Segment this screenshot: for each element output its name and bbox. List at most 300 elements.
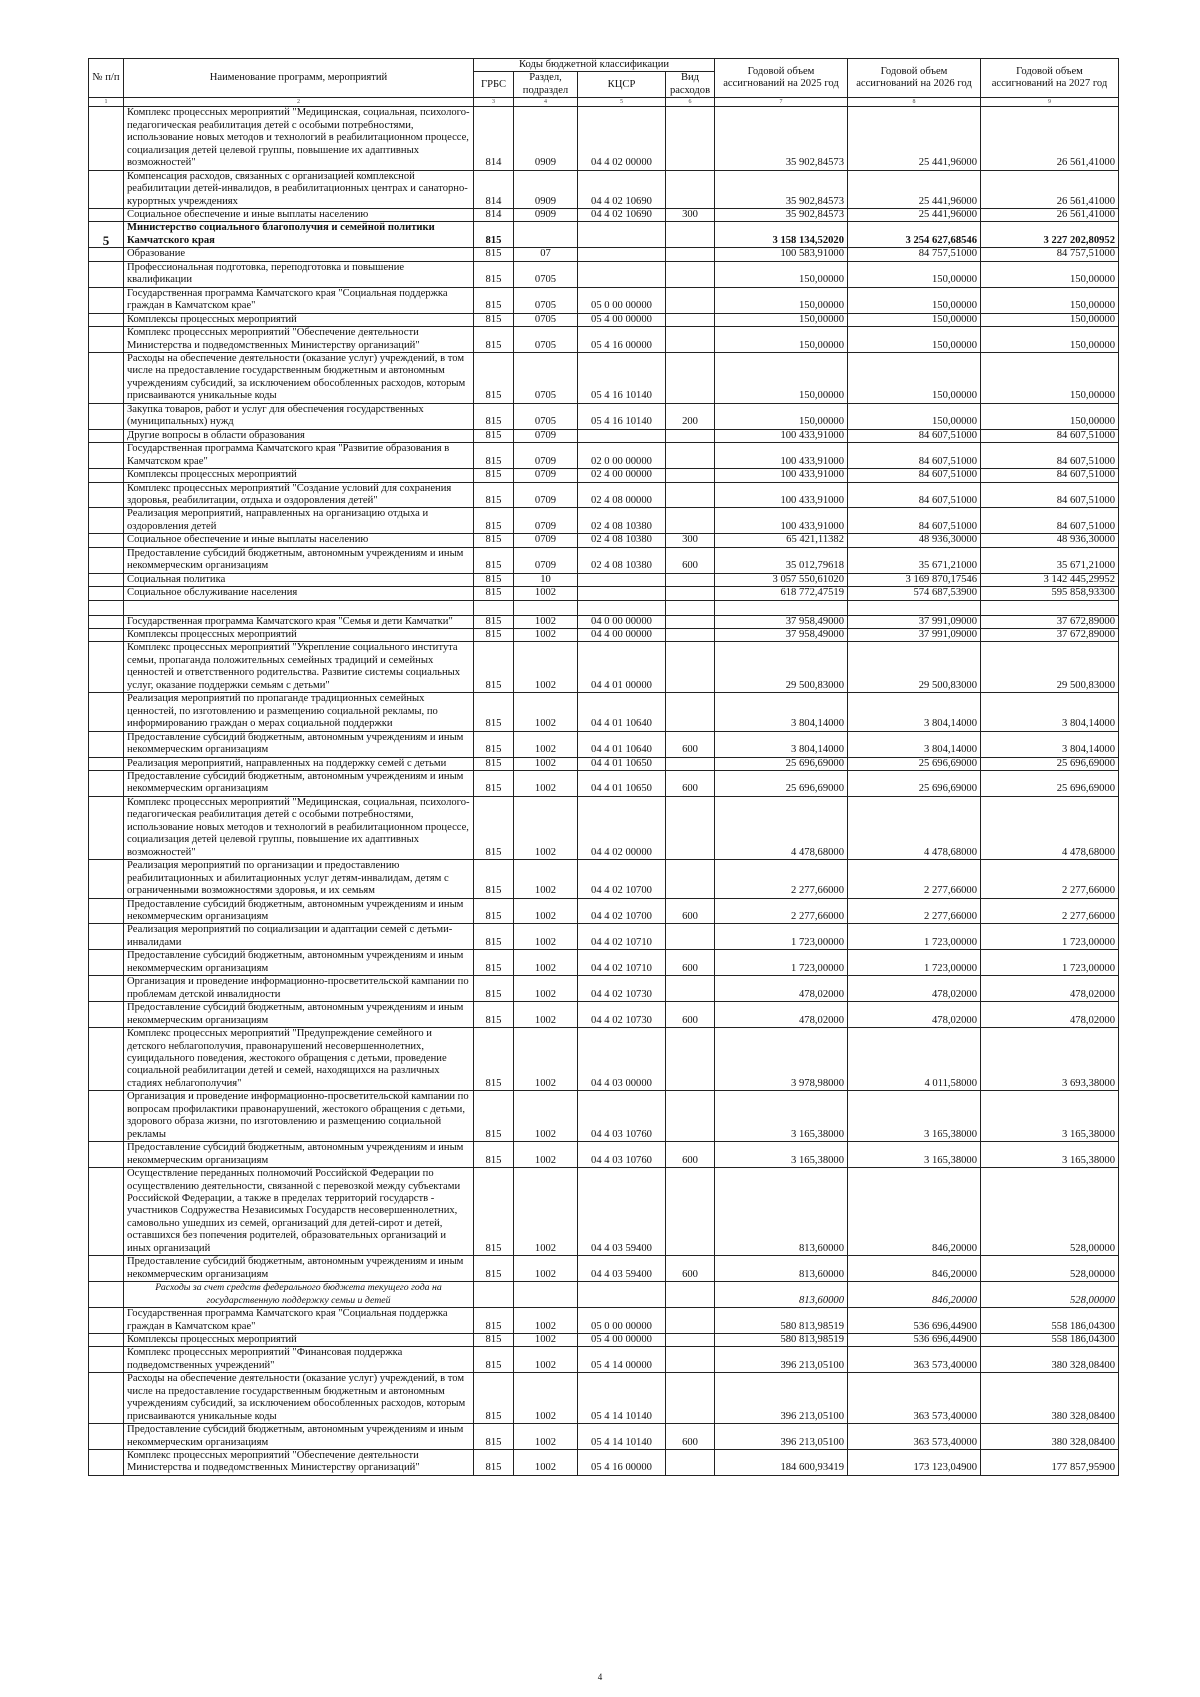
row-amount-2027: 84 757,51000	[981, 248, 1119, 261]
row-amount-2027: 528,00000	[981, 1168, 1119, 1256]
row-amount-2025: 2 277,66000	[715, 898, 848, 924]
row-index	[89, 693, 124, 731]
header-row-1	[89, 59, 1119, 72]
page-number: 4	[597, 1672, 603, 1682]
row-amount-2026: 84 607,51000	[848, 508, 981, 534]
row-kcsr: 04 4 02 10730	[578, 1002, 666, 1028]
row-amount-2027: 478,02000	[981, 976, 1119, 1002]
row-name: Расходы на обеспечение деятельности (оказание услуг) учреждений, в том числе на предоставление государственным бюджетным и автономным учреждениям субсидий, за исключением обособленных расходов, которым присваиваются уникальные коды	[124, 352, 474, 403]
row-kcsr: 04 4 00 00000	[578, 629, 666, 642]
row-grbs: 815	[474, 573, 514, 586]
table-row	[89, 313, 1119, 326]
row-kcsr: 02 4 08 00000	[578, 482, 666, 508]
row-grbs: 815	[474, 976, 514, 1002]
row-grbs: 814	[474, 170, 514, 208]
table-row	[89, 429, 1119, 442]
row-amount-2027: 37 672,89000	[981, 629, 1119, 642]
row-razdel: 1002	[514, 898, 578, 924]
row-amount-2026: 846,20000	[848, 1282, 981, 1308]
row-vid	[666, 352, 715, 403]
row-name: Социальное обеспечение и иные выплаты населению	[124, 534, 474, 547]
row-amount-2026: 29 500,83000	[848, 642, 981, 693]
row-vid	[666, 429, 715, 442]
row-razdel: 1002	[514, 1333, 578, 1346]
row-amount-2025: 580 813,98519	[715, 1333, 848, 1346]
row-amount-2025: 1 723,00000	[715, 950, 848, 976]
row-vid	[666, 482, 715, 508]
row-grbs: 815	[474, 1308, 514, 1334]
row-razdel: 07	[514, 248, 578, 261]
row-amount-2025: 580 813,98519	[715, 1308, 848, 1334]
row-amount-2027: 380 328,08400	[981, 1373, 1119, 1424]
row-vid: 300	[666, 534, 715, 547]
budget-table-sheet	[88, 58, 1118, 1476]
row-amount-2025: 396 213,05100	[715, 1347, 848, 1373]
row-razdel: 0705	[514, 261, 578, 287]
table-row	[89, 1002, 1119, 1028]
row-amount-2026: 3 804,14000	[848, 731, 981, 757]
row-grbs: 815	[474, 771, 514, 797]
row-kcsr	[578, 1282, 666, 1308]
row-name: Комплекс процессных мероприятий "Финансовая поддержка подведомственных учреждений"	[124, 1347, 474, 1373]
row-amount-2026: 3 165,38000	[848, 1091, 981, 1142]
col-header-kcsr: КЦСР	[578, 72, 666, 98]
table-row	[89, 287, 1119, 313]
row-vid: 600	[666, 1424, 715, 1450]
row-grbs: 815	[474, 615, 514, 628]
col-header-name: Наименование программ, мероприятий	[124, 59, 474, 98]
row-name: Предоставление субсидий бюджетным, автономным учреждениям и иным некоммерческим организациям	[124, 1424, 474, 1450]
row-amount-2027: 84 607,51000	[981, 443, 1119, 469]
row-razdel: 1002	[514, 1028, 578, 1091]
row-vid: 600	[666, 898, 715, 924]
table-row	[89, 860, 1119, 898]
row-kcsr	[578, 429, 666, 442]
row-amount-2025: 1 723,00000	[715, 924, 848, 950]
row-razdel: 1002	[514, 1424, 578, 1450]
row-amount-2027: 1 723,00000	[981, 950, 1119, 976]
column-number-row	[89, 98, 1119, 107]
row-kcsr: 04 4 02 10690	[578, 208, 666, 221]
table-row	[89, 615, 1119, 628]
row-amount-2027: 3 165,38000	[981, 1091, 1119, 1142]
row-index	[89, 629, 124, 642]
row-kcsr: 05 4 00 00000	[578, 1333, 666, 1346]
row-amount-2025: 29 500,83000	[715, 642, 848, 693]
row-index	[89, 107, 124, 170]
row-name	[124, 600, 474, 615]
row-kcsr: 05 0 00 00000	[578, 287, 666, 313]
row-kcsr	[578, 248, 666, 261]
row-vid	[666, 107, 715, 170]
row-amount-2025: 184 600,93419	[715, 1450, 848, 1476]
row-vid: 600	[666, 1256, 715, 1282]
row-kcsr: 05 4 16 10140	[578, 352, 666, 403]
row-amount-2027: 558 186,04300	[981, 1333, 1119, 1346]
row-grbs: 815	[474, 1333, 514, 1346]
row-vid	[666, 1282, 715, 1308]
row-amount-2027: 25 696,69000	[981, 771, 1119, 797]
row-amount-2025: 65 421,11382	[715, 534, 848, 547]
row-amount-2025: 100 433,91000	[715, 443, 848, 469]
table-row	[89, 976, 1119, 1002]
row-amount-2026: 3 169 870,17546	[848, 573, 981, 586]
row-vid: 600	[666, 1142, 715, 1168]
row-kcsr: 04 4 02 10710	[578, 924, 666, 950]
table-row	[89, 482, 1119, 508]
row-amount-2026: 84 607,51000	[848, 429, 981, 442]
row-grbs: 815	[474, 642, 514, 693]
row-razdel: 1002	[514, 1142, 578, 1168]
row-amount-2026: 25 441,96000	[848, 208, 981, 221]
row-vid	[666, 615, 715, 628]
table-row	[89, 693, 1119, 731]
row-index	[89, 771, 124, 797]
row-kcsr: 04 4 01 10640	[578, 693, 666, 731]
row-amount-2025: 100 433,91000	[715, 508, 848, 534]
row-kcsr: 04 4 03 00000	[578, 1028, 666, 1091]
row-razdel: 1002	[514, 642, 578, 693]
row-razdel: 1002	[514, 1450, 578, 1476]
row-index	[89, 976, 124, 1002]
row-name: Предоставление субсидий бюджетным, автономным учреждениям и иным некоммерческим организациям	[124, 898, 474, 924]
row-amount-2025: 35 902,84573	[715, 107, 848, 170]
row-vid	[666, 261, 715, 287]
row-name: Комплекс процессных мероприятий "Предупреждение семейного и детского неблагополучия, правонарушений несовершеннолетних, суицидального поведения, жестокого обращения с детьми, проведение социальной реабилитации детей и семей, находящихся на различных стадиях неблагополучия"	[124, 1028, 474, 1091]
row-grbs: 814	[474, 107, 514, 170]
row-kcsr: 04 4 02 10690	[578, 170, 666, 208]
row-amount-2025: 3 165,38000	[715, 1142, 848, 1168]
col-header-grbs: ГРБС	[474, 72, 514, 98]
row-vid	[666, 1028, 715, 1091]
row-kcsr: 02 0 00 00000	[578, 443, 666, 469]
row-amount-2026: 35 671,21000	[848, 547, 981, 573]
row-grbs: 815	[474, 757, 514, 770]
row-amount-2027: 150,00000	[981, 287, 1119, 313]
row-amount-2027: 528,00000	[981, 1282, 1119, 1308]
row-grbs: 815	[474, 508, 514, 534]
row-razdel: 1002	[514, 731, 578, 757]
row-amount-2027: 84 607,51000	[981, 482, 1119, 508]
row-amount-2026: 846,20000	[848, 1256, 981, 1282]
table-row	[89, 352, 1119, 403]
row-amount-2026: 478,02000	[848, 1002, 981, 1028]
row-grbs: 815	[474, 860, 514, 898]
row-kcsr	[578, 573, 666, 586]
col-header-vid: Вид расходов	[666, 72, 715, 98]
row-razdel: 1002	[514, 771, 578, 797]
column-number: 1	[89, 98, 124, 107]
row-name: Реализация мероприятий, направленных на организацию отдыха и оздоровления детей	[124, 508, 474, 534]
row-name: Закупка товаров, работ и услуг для обеспечения государственных (муниципальных) нужд	[124, 403, 474, 429]
row-index	[89, 1424, 124, 1450]
table-row	[89, 443, 1119, 469]
row-index	[89, 482, 124, 508]
row-name: Комплекс процессных мероприятий "Обеспечение деятельности Министерства и подведомственных Министерству организаций"	[124, 1450, 474, 1476]
row-vid	[666, 1091, 715, 1142]
row-grbs: 815	[474, 1091, 514, 1142]
row-name: Министерство социального благополучия и семейной политики Камчатского края	[124, 222, 474, 248]
row-index	[89, 170, 124, 208]
row-amount-2027: 26 561,41000	[981, 170, 1119, 208]
row-index	[89, 1142, 124, 1168]
row-razdel: 0709	[514, 534, 578, 547]
row-vid: 600	[666, 731, 715, 757]
budget-table	[88, 58, 1119, 1476]
row-grbs: 815	[474, 1373, 514, 1424]
row-vid: 600	[666, 547, 715, 573]
row-index	[89, 1333, 124, 1346]
row-amount-2027: 380 328,08400	[981, 1347, 1119, 1373]
row-name: Предоставление субсидий бюджетным, автономным учреждениям и иным некоммерческим организациям	[124, 1002, 474, 1028]
row-amount-2027: 3 804,14000	[981, 693, 1119, 731]
table-row	[89, 1347, 1119, 1373]
row-index	[89, 898, 124, 924]
row-grbs: 815	[474, 924, 514, 950]
row-name: Комплекс процессных мероприятий "Создание условий для сохранения здоровья, реабилитации, отдыха и оздоровления детей"	[124, 482, 474, 508]
row-name: Предоставление субсидий бюджетным, автономным учреждениям и иным некоммерческим организациям	[124, 1256, 474, 1282]
row-vid	[666, 313, 715, 326]
row-index	[89, 924, 124, 950]
table-row	[89, 170, 1119, 208]
table-row	[89, 469, 1119, 482]
row-grbs: 815	[474, 482, 514, 508]
row-amount-2025: 3 057 550,61020	[715, 573, 848, 586]
row-amount-2026: 84 607,51000	[848, 482, 981, 508]
row-razdel: 1002	[514, 1168, 578, 1256]
row-amount-2027: 380 328,08400	[981, 1424, 1119, 1450]
row-amount-2027: 150,00000	[981, 352, 1119, 403]
row-name: Комплексы процессных мероприятий	[124, 629, 474, 642]
row-amount-2026: 3 254 627,68546	[848, 222, 981, 248]
row-grbs: 815	[474, 287, 514, 313]
row-kcsr: 05 4 16 10140	[578, 403, 666, 429]
row-index	[89, 615, 124, 628]
table-row	[89, 757, 1119, 770]
row-razdel: 1002	[514, 1373, 578, 1424]
row-name: Образование	[124, 248, 474, 261]
row-index	[89, 950, 124, 976]
row-kcsr	[578, 600, 666, 615]
row-index	[89, 860, 124, 898]
col-header-idx: № п/п	[89, 59, 124, 98]
table-row	[89, 924, 1119, 950]
table-row	[89, 898, 1119, 924]
row-index	[89, 508, 124, 534]
row-kcsr: 04 0 00 00000	[578, 615, 666, 628]
row-vid: 300	[666, 208, 715, 221]
row-index	[89, 534, 124, 547]
row-amount-2026: 37 991,09000	[848, 629, 981, 642]
table-row	[89, 403, 1119, 429]
row-razdel: 1002	[514, 1308, 578, 1334]
table-row	[89, 1450, 1119, 1476]
column-number: 8	[848, 98, 981, 107]
row-kcsr: 04 4 01 10640	[578, 731, 666, 757]
row-razdel: 1002	[514, 924, 578, 950]
row-grbs: 815	[474, 1424, 514, 1450]
row-vid	[666, 443, 715, 469]
row-amount-2026: 48 936,30000	[848, 534, 981, 547]
row-amount-2027: 3 165,38000	[981, 1142, 1119, 1168]
row-name: Государственная программа Камчатского края "Семья и дети Камчатки"	[124, 615, 474, 628]
table-row	[89, 208, 1119, 221]
row-vid	[666, 629, 715, 642]
row-amount-2025: 150,00000	[715, 313, 848, 326]
row-kcsr: 04 4 03 59400	[578, 1168, 666, 1256]
table-row	[89, 587, 1119, 600]
row-index	[89, 1002, 124, 1028]
row-amount-2027: 37 672,89000	[981, 615, 1119, 628]
row-index	[89, 1028, 124, 1091]
row-amount-2027: 558 186,04300	[981, 1308, 1119, 1334]
row-vid	[666, 1168, 715, 1256]
row-name: Компенсация расходов, связанных с организацией комплексной реабилитации детей-инвалидов, в реабилитационных центрах и санаторно-курортных учреждениях	[124, 170, 474, 208]
row-name: Организация и проведение информационно-просветительской кампании по вопросам профилактики правонарушений, жестокого обращения с детьми, здорового образа жизни, по изготовлению и размещению социальной рекламы	[124, 1091, 474, 1142]
row-grbs: 815	[474, 587, 514, 600]
column-number: 7	[715, 98, 848, 107]
row-amount-2025: 3 165,38000	[715, 1091, 848, 1142]
row-amount-2026: 150,00000	[848, 352, 981, 403]
table-row	[89, 1091, 1119, 1142]
row-kcsr: 04 4 03 59400	[578, 1256, 666, 1282]
row-amount-2026: 25 441,96000	[848, 170, 981, 208]
row-amount-2025: 813,60000	[715, 1256, 848, 1282]
table-row	[89, 1308, 1119, 1334]
row-index	[89, 429, 124, 442]
row-kcsr: 04 4 02 10730	[578, 976, 666, 1002]
row-amount-2027: 150,00000	[981, 313, 1119, 326]
row-grbs: 815	[474, 1450, 514, 1476]
row-vid	[666, 796, 715, 859]
row-grbs: 815	[474, 1168, 514, 1256]
row-name: Комплекс процессных мероприятий "Медицинская, социальная, психолого-педагогическая реабилитация детей с особыми потребностями, использование новых методов и технологий в реабилитационном процессе, социализация детей целевой группы, повышение их адаптивных возможностей"	[124, 796, 474, 859]
row-grbs: 815	[474, 629, 514, 642]
row-name: Реализация мероприятий, направленных на поддержку семей с детьми	[124, 757, 474, 770]
row-amount-2025: 2 277,66000	[715, 860, 848, 898]
column-number: 4	[514, 98, 578, 107]
row-kcsr: 04 4 01 10650	[578, 757, 666, 770]
column-number: 2	[124, 98, 474, 107]
row-amount-2025: 100 583,91000	[715, 248, 848, 261]
row-amount-2025: 37 958,49000	[715, 629, 848, 642]
row-amount-2026: 363 573,40000	[848, 1373, 981, 1424]
row-razdel: 1002	[514, 976, 578, 1002]
row-vid	[666, 1333, 715, 1346]
row-amount-2025: 150,00000	[715, 403, 848, 429]
row-grbs	[474, 1282, 514, 1308]
row-amount-2026: 846,20000	[848, 1168, 981, 1256]
table-row	[89, 573, 1119, 586]
row-index	[89, 547, 124, 573]
row-amount-2027: 3 142 445,29952	[981, 573, 1119, 586]
row-kcsr	[578, 261, 666, 287]
row-index	[89, 327, 124, 353]
row-amount-2026: 25 696,69000	[848, 771, 981, 797]
row-grbs: 815	[474, 534, 514, 547]
row-name: Реализация мероприятий по организации и предоставлению реабилитационных и абилитационных услуг детям-инвалидам, детям с ограниченными возможностями здоровья, и их семьям	[124, 860, 474, 898]
row-amount-2026: 536 696,44900	[848, 1333, 981, 1346]
row-razdel: 1002	[514, 615, 578, 628]
row-index: 5	[89, 222, 124, 248]
row-grbs	[474, 600, 514, 615]
column-number: 6	[666, 98, 715, 107]
table-row	[89, 248, 1119, 261]
row-grbs: 815	[474, 248, 514, 261]
col-header-2026: Годовой объем ассигнований на 2026 год	[848, 59, 981, 98]
row-amount-2027: 3 804,14000	[981, 731, 1119, 757]
row-index	[89, 248, 124, 261]
row-vid	[666, 600, 715, 615]
row-name: Предоставление субсидий бюджетным, автономным учреждениям и иным некоммерческим организациям	[124, 950, 474, 976]
row-vid	[666, 327, 715, 353]
row-kcsr: 04 4 01 10650	[578, 771, 666, 797]
row-grbs: 815	[474, 469, 514, 482]
row-razdel: 0705	[514, 327, 578, 353]
row-razdel: 0709	[514, 482, 578, 508]
row-razdel: 0705	[514, 403, 578, 429]
row-name: Расходы на обеспечение деятельности (оказание услуг) учреждений, в том числе на предоставление государственным бюджетным и автономным учреждениям субсидий, за исключением обособленных расходов, которым присваиваются уникальные коды	[124, 1373, 474, 1424]
row-vid	[666, 170, 715, 208]
row-amount-2027: 595 858,93300	[981, 587, 1119, 600]
row-grbs: 815	[474, 1028, 514, 1091]
table-row	[89, 1333, 1119, 1346]
row-amount-2026: 37 991,09000	[848, 615, 981, 628]
row-razdel: 1002	[514, 1256, 578, 1282]
row-kcsr: 05 4 00 00000	[578, 313, 666, 326]
row-index	[89, 208, 124, 221]
row-name: Социальное обслуживание населения	[124, 587, 474, 600]
row-kcsr: 05 4 14 00000	[578, 1347, 666, 1373]
row-index	[89, 1091, 124, 1142]
row-razdel: 1002	[514, 1002, 578, 1028]
row-name: Социальная политика	[124, 573, 474, 586]
row-grbs: 815	[474, 1002, 514, 1028]
row-amount-2027: 84 607,51000	[981, 429, 1119, 442]
row-kcsr: 05 4 16 00000	[578, 1450, 666, 1476]
row-vid	[666, 860, 715, 898]
row-vid	[666, 1450, 715, 1476]
row-kcsr: 05 4 16 00000	[578, 327, 666, 353]
row-kcsr: 04 4 02 00000	[578, 107, 666, 170]
row-vid	[666, 1347, 715, 1373]
row-grbs: 815	[474, 693, 514, 731]
row-amount-2025: 150,00000	[715, 327, 848, 353]
row-name: Комплекс процессных мероприятий "Медицинская, социальная, психолого-педагогическая реабилитация детей с особыми потребностями, использование новых методов и технологий в реабилитационном процессе, социализация детей целевой группы, повышение их адаптивных возможностей"	[124, 107, 474, 170]
row-amount-2027: 150,00000	[981, 327, 1119, 353]
row-index	[89, 1347, 124, 1373]
table-row	[89, 1168, 1119, 1256]
row-amount-2025: 3 804,14000	[715, 731, 848, 757]
row-index	[89, 796, 124, 859]
col-header-razdel: Раздел, подраздел	[514, 72, 578, 98]
row-index	[89, 313, 124, 326]
row-grbs: 815	[474, 403, 514, 429]
row-grbs: 815	[474, 898, 514, 924]
row-amount-2026: 2 277,66000	[848, 860, 981, 898]
row-amount-2026: 25 441,96000	[848, 107, 981, 170]
row-name: Реализация мероприятий по пропаганде традиционных семейных ценностей, по изготовлению и размещению социальной рекламы, по информированию граждан о мерах социальной поддержки	[124, 693, 474, 731]
row-razdel: 0709	[514, 547, 578, 573]
row-amount-2026: 536 696,44900	[848, 1308, 981, 1334]
column-number: 3	[474, 98, 514, 107]
column-number: 9	[981, 98, 1119, 107]
row-razdel	[514, 1282, 578, 1308]
row-index	[89, 642, 124, 693]
row-vid	[666, 976, 715, 1002]
row-name: Реализация мероприятий по социализации и адаптации семей с детьми-инвалидами	[124, 924, 474, 950]
table-row	[89, 508, 1119, 534]
